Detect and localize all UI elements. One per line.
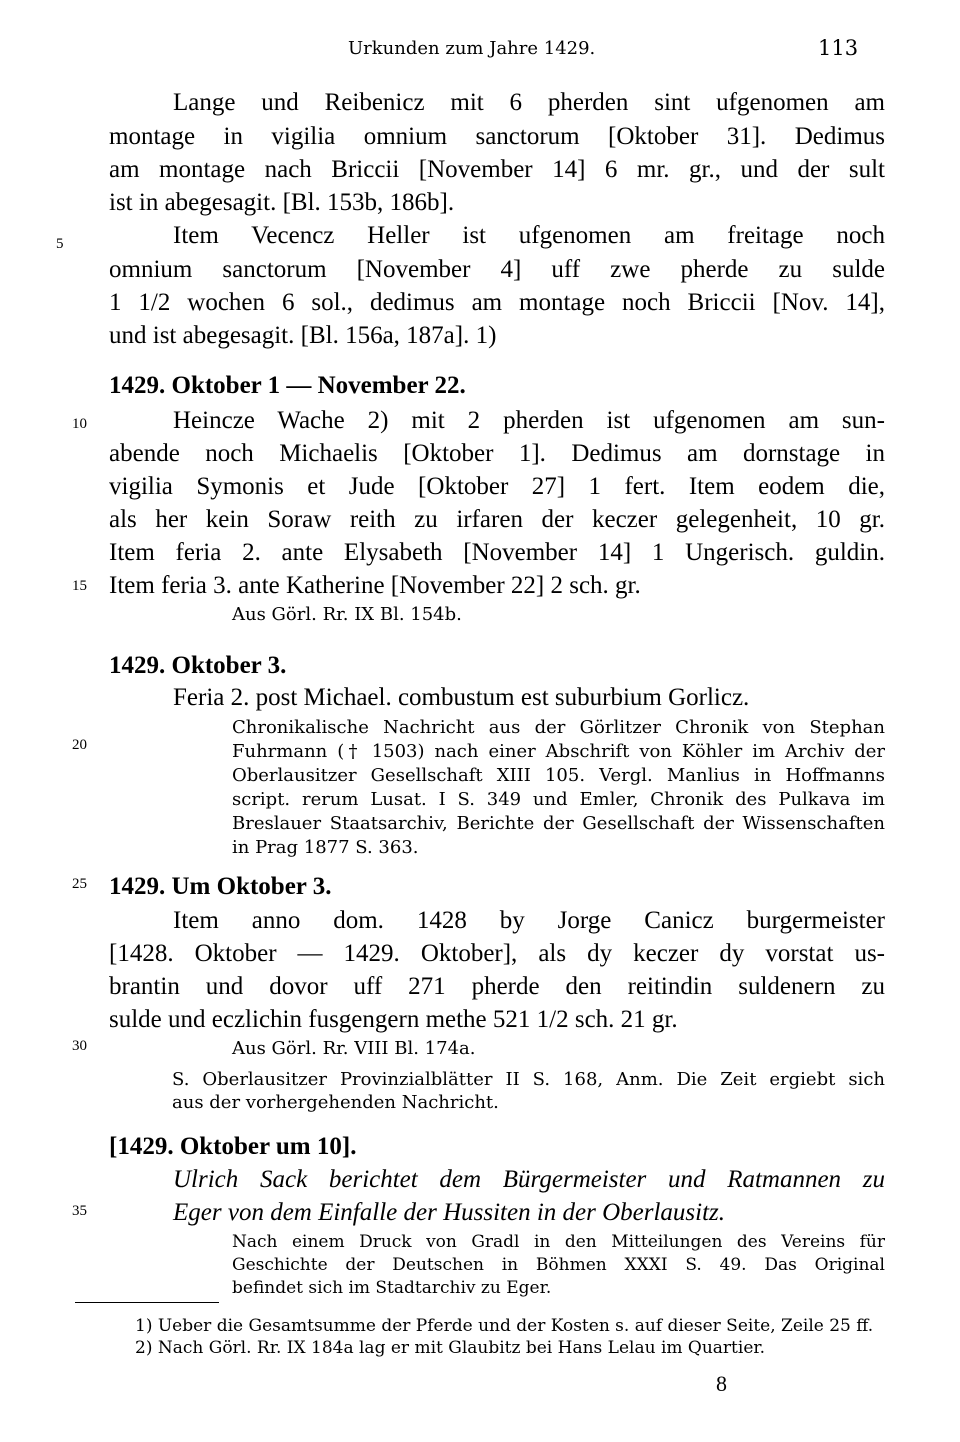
- note-line: Geschichte der Deutschen in Böhmen XXXI S. 49. Das Original: [232, 1255, 885, 1275]
- note-line: aus der vorhergehenden Nachricht.: [172, 1092, 499, 1113]
- body-line: vigilia Symonis et Jude [Oktober 27] 1 fert. Item eodem die,: [109, 473, 885, 500]
- body-line: am montage nach Briccii [November 14] 6 mr. gr., und der sult: [109, 156, 885, 183]
- body-line: omnium sanctorum [November 4] uff zwe pherde zu sulde: [109, 256, 885, 283]
- body-line: Lange und Reibenicz mit 6 pherden sint ufgenomen am: [173, 89, 885, 116]
- summary-line: Ulrich Sack berichtet dem Bürgermeister und Ratmannen zu: [173, 1166, 885, 1193]
- body-line: als her kein Soraw reith zu irfaren der keczer gelegenheit, 10 gr.: [109, 506, 885, 533]
- line-number: 30: [72, 1038, 87, 1054]
- body-line: abende noch Michaelis [Oktober 1]. Dedimus am dornstage in: [109, 440, 885, 467]
- note-line: Oberlausitzer Gesellschaft XIII 105. Vergl. Manlius in Hoffmanns: [232, 765, 885, 786]
- body-line: Feria 2. post Michael. combustum est suburbium Gorlicz.: [173, 684, 750, 711]
- note-line: befindet sich im Stadtarchiv zu Eger.: [232, 1278, 552, 1298]
- body-line: sulde und eczlichin fusgengern methe 521 1/2 sch. 21 gr.: [109, 1006, 678, 1033]
- note-line: S. Oberlausitzer Provinzialblätter II S. 168, Anm. Die Zeit ergiebt sich: [172, 1069, 885, 1090]
- running-title: Urkunden zum Jahre 1429.: [348, 38, 596, 59]
- body-line: ist in abegesagit. [Bl. 153b, 186b].: [109, 189, 455, 216]
- entry-heading: 1429. Oktober 1 — November 22.: [109, 372, 466, 399]
- entry-heading: [1429. Oktober um 10].: [109, 1133, 357, 1160]
- footnote-rule: [75, 1302, 219, 1303]
- body-line: Item Vecencz Heller ist ufgenomen am freitage noch: [173, 222, 885, 249]
- body-line: brantin und dovor uff 271 pherde den reitindin suldenern zu: [109, 973, 885, 1000]
- body-line: 1 1/2 wochen 6 sol., dedimus am montage noch Briccii [Nov. 14],: [109, 289, 885, 316]
- note-line: Chronikalische Nachricht aus der Görlitzer Chronik von Stephan: [232, 717, 885, 738]
- line-number: 25: [72, 876, 87, 892]
- note-line: Nach einem Druck von Gradl in den Mitteilungen des Vereins für: [232, 1232, 885, 1252]
- line-number: 10: [72, 416, 87, 432]
- line-number: 20: [72, 737, 87, 753]
- entry-heading: 1429. Oktober 3.: [109, 652, 287, 679]
- summary-line: Eger von dem Einfalle der Hussiten in der Oberlausitz.: [173, 1199, 726, 1226]
- body-line: [1428. Oktober — 1429. Oktober], als dy keczer dy vorstat us-: [109, 940, 885, 967]
- page-number: 113: [818, 36, 859, 60]
- line-number: 15: [72, 578, 87, 594]
- entry-heading: 1429. Um Oktober 3.: [109, 873, 332, 900]
- body-line: Item feria 2. ante Elysabeth [November 14] 1 Ungerisch. guldin.: [109, 539, 885, 566]
- body-line: montage in vigilia omnium sanctorum [Oktober 31]. Dedimus: [109, 123, 885, 150]
- body-line: und ist abegesagit. [Bl. 156a, 187a]. 1): [109, 322, 497, 349]
- source-reference: Aus Görl. Rr. VIII Bl. 174a.: [232, 1038, 476, 1059]
- note-line: in Prag 1877 S. 363.: [232, 837, 419, 858]
- line-number: 35: [72, 1203, 87, 1219]
- note-line: Fuhrmann († 1503) nach einer Abschrift von Köhler im Archiv der: [232, 741, 885, 762]
- source-reference: Aus Görl. Rr. IX Bl. 154b.: [232, 604, 462, 625]
- signature-mark: 8: [716, 1371, 727, 1396]
- line-number: 5: [56, 236, 64, 252]
- body-line: Item anno dom. 1428 by Jorge Canicz burgermeister: [173, 907, 885, 934]
- body-line: Heincze Wache 2) mit 2 pherden ist ufgenomen am sun-: [173, 407, 885, 434]
- body-line: Item feria 3. ante Katherine [November 22] 2 sch. gr.: [109, 572, 641, 599]
- note-line: Breslauer Staatsarchiv, Berichte der Gesellschaft der Wissenschaften: [232, 813, 885, 834]
- note-line: script. rerum Lusat. I S. 349 und Emler, Chronik des Pulkava im: [232, 789, 885, 810]
- footnote: 2) Nach Görl. Rr. IX 184a lag er mit Glaubitz bei Hans Lelau im Quartier.: [135, 1338, 766, 1358]
- footnote: 1) Ueber die Gesamtsumme der Pferde und der Kosten s. auf dieser Seite, Zeile 25 ff.: [135, 1316, 874, 1336]
